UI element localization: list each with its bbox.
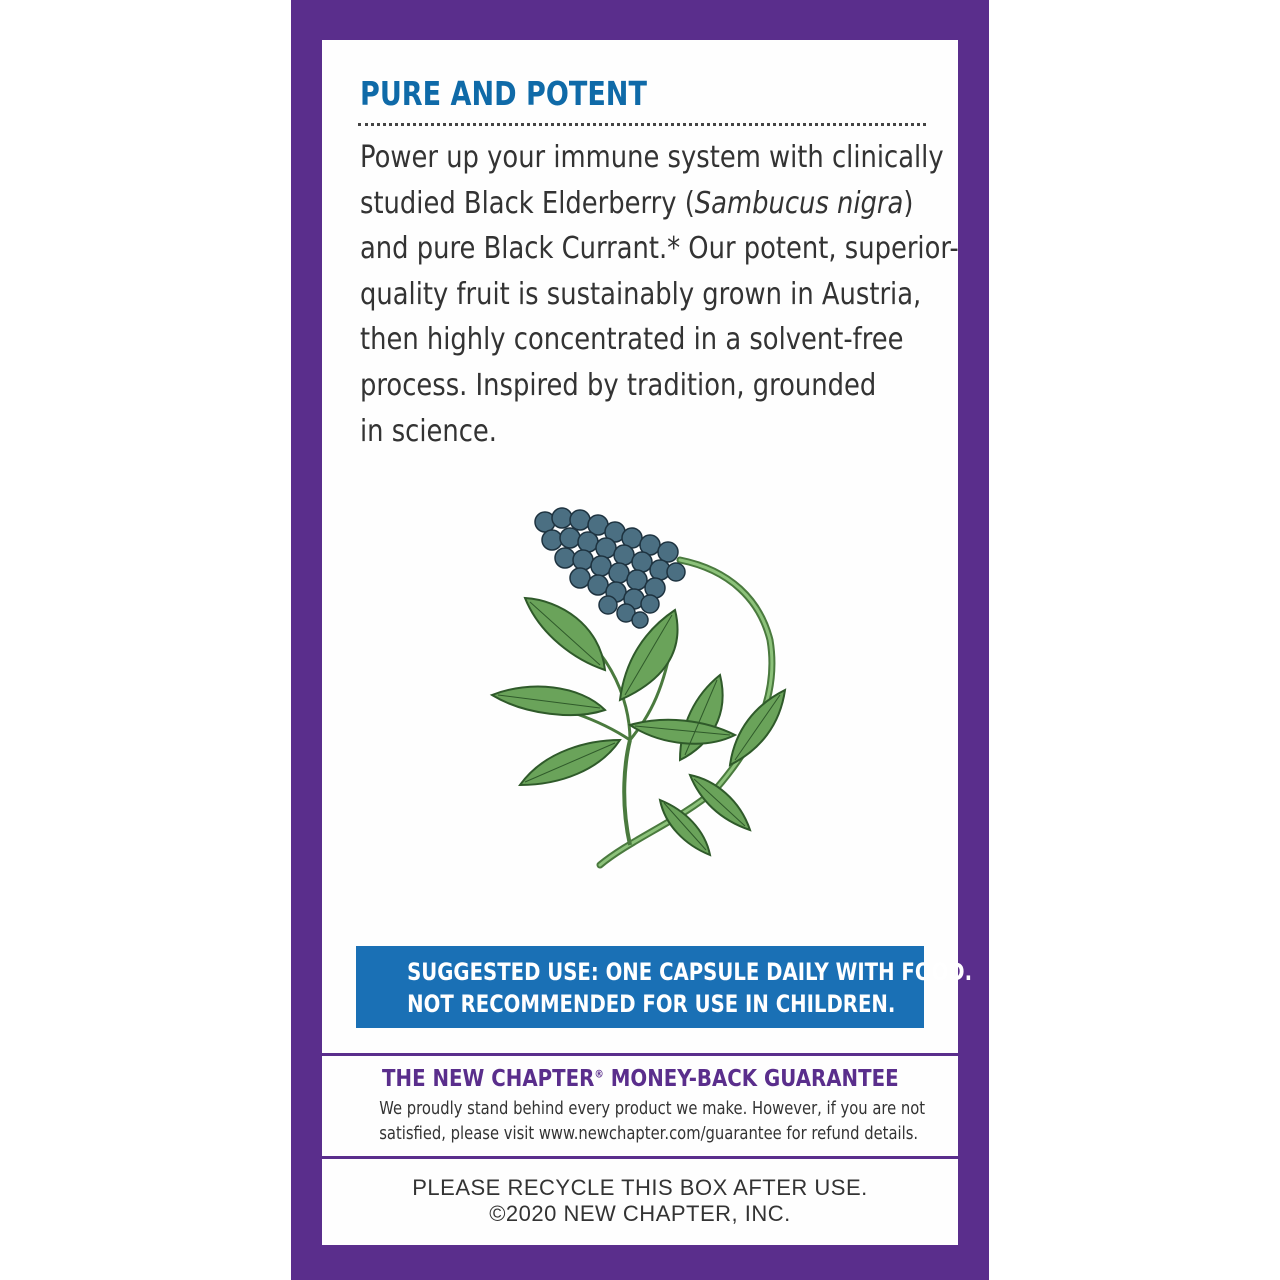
guarantee-line: We proudly stand behind every product we make. However, if you are not	[379, 1098, 926, 1119]
suggested-use-line: SUGGESTED USE: ONE CAPSULE DAILY WITH FOOD.	[407, 958, 973, 986]
divider	[322, 1156, 958, 1159]
description-line	[360, 181, 914, 227]
description-line: Power up your immune system with clinically	[360, 140, 944, 175]
suggested-use-line: NOT RECOMMENDED FOR USE IN CHILDREN.	[407, 990, 896, 1018]
description-fragment: studied Black Elderberry (	[360, 185, 695, 221]
description-line: and pure Black Currant.* Our potent, superior-	[360, 231, 959, 267]
description-fragment: )	[903, 185, 914, 221]
description-text	[360, 135, 959, 454]
description-line: in science.	[360, 413, 498, 449]
registered-mark: ®	[594, 1067, 604, 1081]
recycle-note: PLEASE RECYCLE THIS BOX AFTER USE.	[412, 1175, 868, 1200]
section-heading: PURE AND POTENT	[360, 74, 647, 113]
dotted-divider	[358, 123, 926, 126]
description-line: quality fruit is sustainably grown in Austria,	[360, 276, 922, 312]
copyright: ©2020 NEW CHAPTER, INC.	[489, 1201, 791, 1226]
elderberry-plant-icon	[480, 500, 800, 880]
description-line: then highly concentrated in a solvent-free	[360, 322, 904, 358]
guarantee-title	[322, 1066, 958, 1092]
guarantee-title-brand: THE NEW CHAPTER	[381, 1066, 595, 1092]
guarantee-line: satisfied, please visit www.newchapter.com/guarantee for refund details.	[379, 1123, 919, 1144]
latin-name: Sambucus nigra	[694, 185, 904, 221]
description-line: process. Inspired by tradition, grounded	[360, 367, 877, 403]
guarantee-text	[322, 1096, 958, 1146]
guarantee-title-rest: MONEY-BACK GUARANTEE	[603, 1066, 899, 1092]
divider	[322, 1053, 958, 1056]
suggested-use-banner	[356, 946, 973, 1028]
footer-text	[322, 1175, 958, 1227]
